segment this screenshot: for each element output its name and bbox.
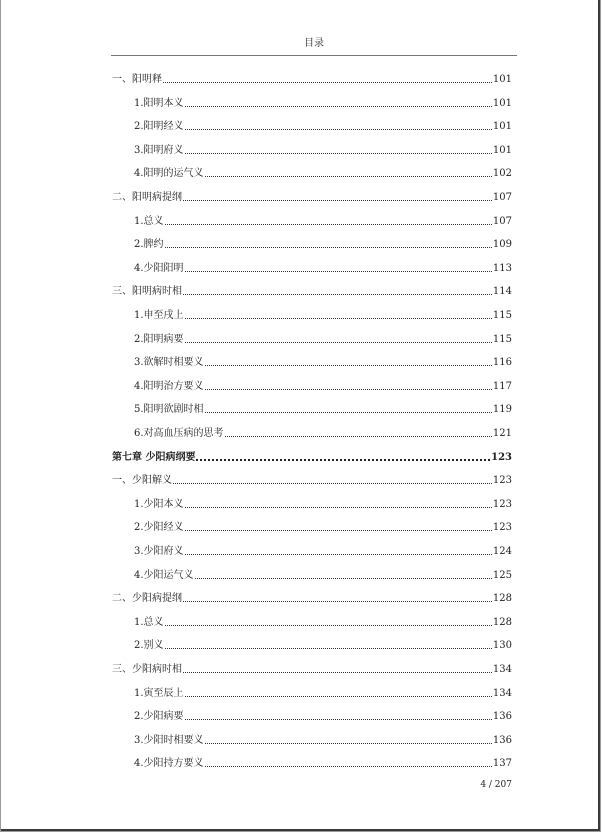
- toc-entry[interactable]: [134, 638, 512, 652]
- page-number: 4 / 207: [480, 780, 512, 790]
- toc-entry[interactable]: [134, 96, 512, 110]
- toc-entry-title: 1.寅至辰上: [134, 687, 184, 699]
- toc-dot-leader: [173, 483, 492, 484]
- toc-entry-title: 2.少阳病要: [134, 711, 184, 723]
- toc-entry-title: 5.阳明欲剧时相: [134, 404, 204, 416]
- toc-entry-page: 128: [492, 616, 512, 628]
- toc-dot-leader: [205, 389, 492, 390]
- toc-entry-title: 2.阳明病要: [134, 333, 184, 345]
- toc-entry-title: 3.阳明府义: [134, 144, 184, 156]
- toc-entry-page: 113: [492, 262, 512, 274]
- document-page: [1, 0, 600, 831]
- toc-entry-title: 三、阳明病时相: [112, 286, 182, 298]
- toc-entry-title: 1.总义: [134, 215, 164, 227]
- toc-dot-leader: [185, 554, 492, 555]
- toc-dot-leader: [195, 578, 492, 579]
- toc-dot-leader: [225, 436, 492, 437]
- toc-dot-leader: [165, 224, 492, 225]
- toc-entry[interactable]: [134, 733, 512, 747]
- toc-entry-title: 4.少阳阳明: [134, 262, 184, 274]
- toc-entry-page: 107: [492, 215, 512, 227]
- toc-dot-leader: [185, 507, 492, 508]
- toc-entry-page: 123: [492, 498, 512, 510]
- toc-entry-title: 1.申至戌上: [134, 310, 184, 321]
- toc-entry[interactable]: [112, 72, 512, 86]
- toc-entry-page: 134: [492, 687, 512, 699]
- toc-entry-title: 4.阳明的运气义: [134, 168, 204, 180]
- toc-entry-page: 117: [492, 380, 512, 392]
- toc-entry-title: 6.对高血压病的思考: [134, 428, 224, 439]
- toc-entry-title: 一、阳明释: [112, 74, 162, 85]
- toc-dot-leader: [183, 200, 492, 201]
- toc-entry[interactable]: [134, 143, 512, 157]
- toc-entry-title: 二、阳明病提纲: [112, 192, 182, 203]
- toc-entry-page: 107: [492, 192, 512, 203]
- toc-entry[interactable]: [112, 473, 512, 487]
- toc-entry[interactable]: [112, 591, 512, 605]
- toc-entry-page: 134: [492, 664, 512, 675]
- toc-entry[interactable]: [134, 686, 512, 700]
- toc-entry-title: 4.少阳持方要义: [134, 758, 204, 770]
- toc-entry[interactable]: [134, 709, 512, 723]
- toc-entry-page: 114: [492, 286, 512, 298]
- toc-entry-title: 4.少阳运气义: [134, 569, 194, 581]
- toc-entry-page: 109: [492, 239, 512, 251]
- toc-dot-leader: [165, 625, 492, 626]
- page-header: 目录: [111, 38, 517, 56]
- toc-dot-leader: [185, 530, 492, 531]
- toc-entry[interactable]: [134, 756, 512, 770]
- toc-dot-leader: [196, 459, 490, 461]
- toc-dot-leader: [205, 412, 492, 413]
- toc-dot-leader: [205, 365, 492, 366]
- toc-entry-page: 123: [492, 522, 512, 534]
- toc-entry-page: 123: [491, 451, 512, 463]
- toc-entry[interactable]: [134, 332, 512, 346]
- toc-dot-leader: [185, 318, 492, 319]
- toc-entry[interactable]: [134, 615, 512, 629]
- toc-entry-page: 116: [492, 357, 512, 369]
- toc-entry-page: 115: [492, 333, 512, 345]
- toc-dot-leader: [165, 648, 492, 649]
- toc-dot-leader: [183, 294, 492, 295]
- toc-dot-leader: [185, 129, 492, 130]
- toc-entry[interactable]: [112, 190, 512, 204]
- toc-dot-leader: [185, 696, 492, 697]
- toc-entry-page: 101: [492, 121, 512, 133]
- toc-entry[interactable]: [112, 662, 512, 676]
- toc-chapter-entry[interactable]: [112, 450, 512, 464]
- toc-entry-title: 2.少阳经义: [134, 522, 184, 534]
- toc-entry[interactable]: [134, 379, 512, 393]
- toc-entry-title: 3.欲解时相要义: [134, 357, 204, 369]
- toc-entry[interactable]: [134, 520, 512, 534]
- toc-entry-page: 123: [492, 475, 512, 487]
- toc-entry-page: 137: [492, 758, 512, 770]
- toc-dot-leader: [205, 766, 492, 767]
- toc-entry[interactable]: [134, 237, 512, 251]
- toc-entry-page: 102: [492, 168, 512, 180]
- toc-entry-page: 121: [492, 428, 512, 439]
- toc-entry-page: 136: [492, 711, 512, 723]
- toc-dot-leader: [163, 82, 492, 83]
- toc-entry-title: 4.阳明治方要义: [134, 380, 204, 392]
- toc-entry-page: 119: [492, 404, 512, 416]
- toc-entry-title: 1.阳明本义: [134, 97, 184, 109]
- toc-entry[interactable]: [134, 568, 512, 582]
- toc-entry[interactable]: [134, 402, 512, 416]
- toc-entry-title: 1.少阳本义: [134, 498, 184, 510]
- toc-entry-page: 101: [492, 74, 512, 85]
- toc-dot-leader: [205, 743, 492, 744]
- toc-entry-page: 115: [492, 310, 512, 321]
- toc-entry[interactable]: [134, 119, 512, 133]
- toc-dot-leader: [183, 601, 492, 602]
- toc-entry-page: 124: [492, 546, 512, 557]
- toc-entry-title: 1.总义: [134, 616, 164, 628]
- toc-entry[interactable]: [134, 355, 512, 369]
- toc-entry-page: 101: [492, 97, 512, 109]
- toc-entry-page: 136: [492, 734, 512, 746]
- toc-dot-leader: [185, 106, 492, 107]
- toc-dot-leader: [165, 247, 492, 248]
- toc-entry-title: 2.阳明经义: [134, 121, 184, 133]
- toc-entry-title: 三、少阳病时相: [112, 664, 182, 675]
- toc-entry-page: 125: [492, 569, 512, 581]
- toc-dot-leader: [185, 719, 492, 720]
- toc-entry-page: 130: [492, 640, 512, 652]
- toc-entry[interactable]: [134, 166, 512, 180]
- toc-entry-title: 3.少阳府义: [134, 546, 184, 557]
- toc-entry-title: 2.别义: [134, 640, 164, 652]
- toc-entry[interactable]: [134, 544, 512, 558]
- toc-dot-leader: [185, 153, 492, 154]
- toc-entry-title: 3.少阳时相要义: [134, 734, 204, 746]
- toc-entry[interactable]: [134, 261, 512, 275]
- toc-entry-title: 2.脾约: [134, 239, 164, 251]
- toc-dot-leader: [185, 271, 492, 272]
- toc-entry[interactable]: [112, 284, 512, 298]
- toc-entry-title: 二、少阳病提纲: [112, 593, 182, 605]
- toc-dot-leader: [183, 672, 492, 673]
- toc-entry-title: 一、少阳解义: [112, 475, 172, 487]
- toc-entry-page: 101: [492, 144, 512, 156]
- toc-entry[interactable]: [134, 426, 512, 440]
- toc-entry[interactable]: [134, 214, 512, 228]
- toc-entry-page: 128: [492, 593, 512, 605]
- toc-dot-leader: [185, 342, 492, 343]
- toc-entry-title: 第七章 少阳病纲要: [112, 451, 196, 463]
- toc-entry[interactable]: [134, 497, 512, 511]
- toc-dot-leader: [205, 176, 492, 177]
- toc-entry[interactable]: [134, 308, 512, 322]
